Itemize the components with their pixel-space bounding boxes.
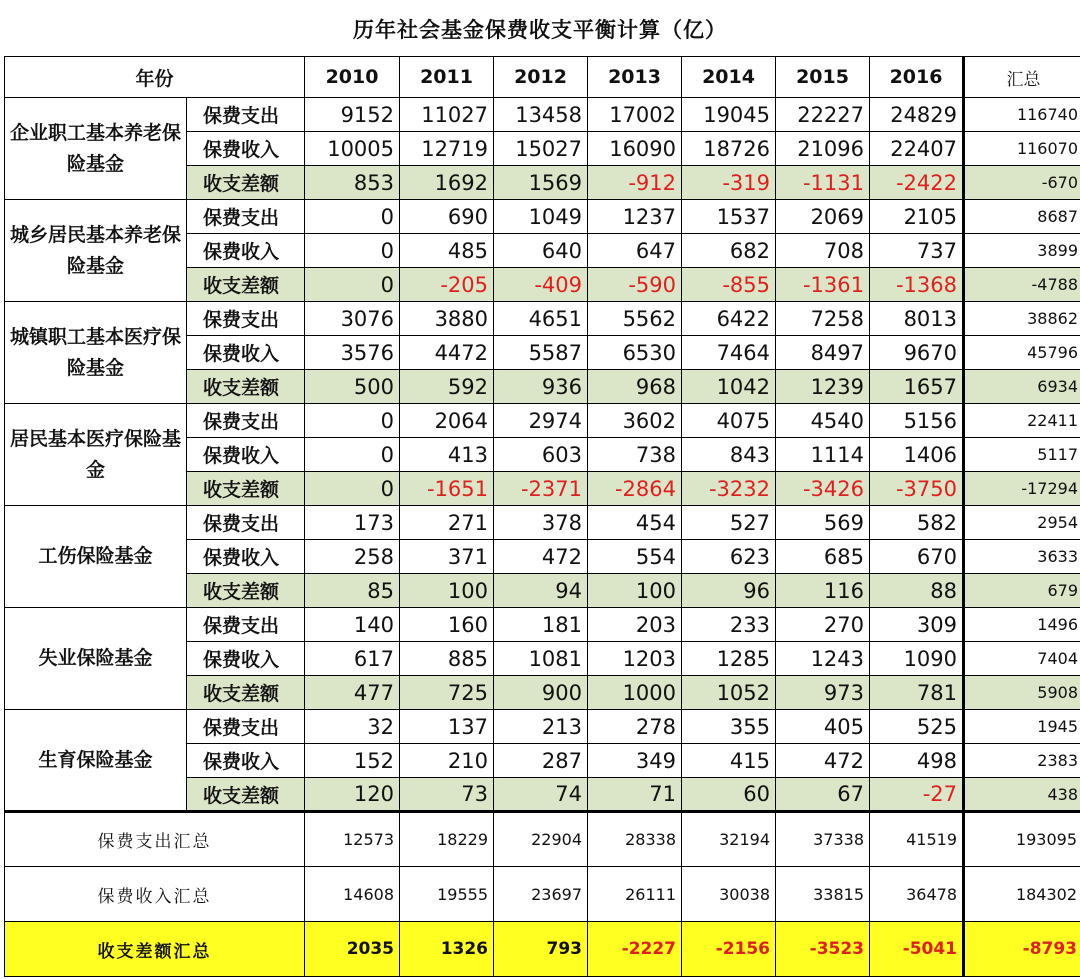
sum-header: 汇总 [964,57,1080,98]
value-cell: 137 [400,710,494,744]
value-cell: -2422 [870,166,964,200]
value-cell: 203 [588,608,682,642]
value-cell: 3602 [588,404,682,438]
value-cell: 100 [400,574,494,608]
value-cell: 18726 [682,132,776,166]
value-cell: 1237 [588,200,682,234]
value-cell: 3880 [400,302,494,336]
year-header: 2016 [870,57,964,98]
value-cell: 12719 [400,132,494,166]
value-cell: 0 [305,268,400,302]
row-label: 收支差额 [187,574,305,608]
row-label: 保费收入 [187,132,305,166]
value-cell: 738 [588,438,682,472]
total-value: 28338 [588,812,682,867]
fund-row-expense [5,506,1080,540]
value-cell: -2864 [588,472,682,506]
sum-cell: 116740 [964,98,1080,132]
value-cell: 1052 [682,676,776,710]
value-cell: 936 [494,370,588,404]
value-cell: 1569 [494,166,588,200]
total-label: 保费支出汇总 [5,812,305,867]
value-cell: 500 [305,370,400,404]
sum-cell: -4788 [964,268,1080,302]
total-value: 22904 [494,812,588,867]
row-label: 收支差额 [187,778,305,812]
value-cell: 2069 [776,200,870,234]
value-cell: -2371 [494,472,588,506]
value-cell: 1000 [588,676,682,710]
value-cell: 1243 [776,642,870,676]
row-label: 保费收入 [187,438,305,472]
value-cell: 1285 [682,642,776,676]
sum-cell: 8687 [964,200,1080,234]
total-value: 2035 [305,922,400,977]
row-label: 保费支出 [187,608,305,642]
sum-cell: 45796 [964,336,1080,370]
sum-cell: 3899 [964,234,1080,268]
value-cell: 67 [776,778,870,812]
value-cell: 15027 [494,132,588,166]
value-cell: 258 [305,540,400,574]
value-cell: 415 [682,744,776,778]
value-cell: 603 [494,438,588,472]
year-header: 2012 [494,57,588,98]
sum-cell: 1496 [964,608,1080,642]
value-cell: 1114 [776,438,870,472]
value-cell: -409 [494,268,588,302]
value-cell: 74 [494,778,588,812]
value-cell: 670 [870,540,964,574]
total-value: 36478 [870,867,964,922]
value-cell: 6422 [682,302,776,336]
value-cell: 371 [400,540,494,574]
sum-cell: 5908 [964,676,1080,710]
value-cell: -27 [870,778,964,812]
row-label: 收支差额 [187,268,305,302]
value-cell: 19045 [682,98,776,132]
year-header: 2010 [305,57,400,98]
total-value: 37338 [776,812,870,867]
fund-row-expense [5,200,1080,234]
value-cell: 554 [588,540,682,574]
value-cell: 287 [494,744,588,778]
value-cell: 73 [400,778,494,812]
value-cell: 685 [776,540,870,574]
value-cell: -1361 [776,268,870,302]
value-cell: 1049 [494,200,588,234]
row-label: 保费收入 [187,336,305,370]
value-cell: -1131 [776,166,870,200]
value-cell: 10005 [305,132,400,166]
total-value: 23697 [494,867,588,922]
total-value: 19555 [400,867,494,922]
row-label: 收支差额 [187,472,305,506]
value-cell: 4472 [400,336,494,370]
total-value: 793 [494,922,588,977]
value-cell: 88 [870,574,964,608]
total-value: -3523 [776,922,870,977]
value-cell: 378 [494,506,588,540]
sum-cell: 679 [964,574,1080,608]
value-cell: 725 [400,676,494,710]
value-cell: -1368 [870,268,964,302]
row-label: 保费收入 [187,234,305,268]
value-cell: 682 [682,234,776,268]
sum-cell: 116070 [964,132,1080,166]
total-sum: 193095 [964,812,1080,867]
row-label: 收支差额 [187,370,305,404]
value-cell: 900 [494,676,588,710]
value-cell: 617 [305,642,400,676]
value-cell: 4651 [494,302,588,336]
total-row [5,867,1080,922]
value-cell: 120 [305,778,400,812]
value-cell: 355 [682,710,776,744]
value-cell: -855 [682,268,776,302]
value-cell: 181 [494,608,588,642]
value-cell: 582 [870,506,964,540]
value-cell: 472 [776,744,870,778]
value-cell: 3576 [305,336,400,370]
value-cell: -319 [682,166,776,200]
row-label: 收支差额 [187,166,305,200]
total-value: 33815 [776,867,870,922]
year-header: 2013 [588,57,682,98]
value-cell: 8013 [870,302,964,336]
value-cell: -912 [588,166,682,200]
row-label: 保费支出 [187,98,305,132]
row-label: 保费支出 [187,404,305,438]
total-row [5,812,1080,867]
fund-name: 企业职工基本养老保险基金 [5,98,187,200]
sum-cell: 5117 [964,438,1080,472]
year-header: 2014 [682,57,776,98]
row-label: 保费支出 [187,710,305,744]
row-label: 保费支出 [187,200,305,234]
value-cell: 5587 [494,336,588,370]
value-cell: 9670 [870,336,964,370]
fund-row-expense [5,404,1080,438]
value-cell: 94 [494,574,588,608]
value-cell: 525 [870,710,964,744]
total-value: 1326 [400,922,494,977]
value-cell: 1657 [870,370,964,404]
value-cell: 0 [305,404,400,438]
value-cell: 271 [400,506,494,540]
value-cell: 1081 [494,642,588,676]
fund-balance-table [4,56,1080,977]
value-cell: 1090 [870,642,964,676]
value-cell: 647 [588,234,682,268]
value-cell: 485 [400,234,494,268]
value-cell: -1651 [400,472,494,506]
value-cell: 16090 [588,132,682,166]
fund-name: 城镇职工基本医疗保险基金 [5,302,187,404]
total-label: 收支差额汇总 [5,922,305,977]
fund-row-expense [5,98,1080,132]
value-cell: 278 [588,710,682,744]
value-cell: 85 [305,574,400,608]
value-cell: 7258 [776,302,870,336]
row-label: 保费支出 [187,506,305,540]
total-value: 18229 [400,812,494,867]
value-cell: 22227 [776,98,870,132]
value-cell: 0 [305,438,400,472]
row-label: 保费收入 [187,540,305,574]
value-cell: 4540 [776,404,870,438]
total-label: 保费收入汇总 [5,867,305,922]
sum-cell: -670 [964,166,1080,200]
value-cell: 708 [776,234,870,268]
value-cell: 454 [588,506,682,540]
year-header: 2011 [400,57,494,98]
value-cell: -590 [588,268,682,302]
value-cell: 213 [494,710,588,744]
sum-cell: 438 [964,778,1080,812]
sum-cell: -17294 [964,472,1080,506]
value-cell: 0 [305,200,400,234]
value-cell: 4075 [682,404,776,438]
sum-cell: 2383 [964,744,1080,778]
sum-cell: 38862 [964,302,1080,336]
value-cell: 843 [682,438,776,472]
fund-row-expense [5,608,1080,642]
row-label: 保费收入 [187,744,305,778]
value-cell: -205 [400,268,494,302]
value-cell: 173 [305,506,400,540]
fund-name: 失业保险基金 [5,608,187,710]
value-cell: -3750 [870,472,964,506]
sum-cell: 6934 [964,370,1080,404]
value-cell: 413 [400,438,494,472]
fund-name: 居民基本医疗保险基金 [5,404,187,506]
fund-name: 工伤保险基金 [5,506,187,608]
value-cell: 309 [870,608,964,642]
value-cell: 160 [400,608,494,642]
total-value: -2227 [588,922,682,977]
value-cell: 32 [305,710,400,744]
value-cell: 6530 [588,336,682,370]
value-cell: 498 [870,744,964,778]
value-cell: 968 [588,370,682,404]
value-cell: 477 [305,676,400,710]
value-cell: 233 [682,608,776,642]
fund-name: 生育保险基金 [5,710,187,812]
header-row [5,57,1080,98]
value-cell: 71 [588,778,682,812]
value-cell: 5562 [588,302,682,336]
sum-cell: 1945 [964,710,1080,744]
value-cell: -3232 [682,472,776,506]
year-label: 年份 [5,57,305,98]
value-cell: 1406 [870,438,964,472]
sum-cell: 3633 [964,540,1080,574]
row-label: 收支差额 [187,676,305,710]
total-row [5,922,1080,977]
value-cell: 13458 [494,98,588,132]
value-cell: 569 [776,506,870,540]
value-cell: 96 [682,574,776,608]
sum-cell: 2954 [964,506,1080,540]
value-cell: 2064 [400,404,494,438]
fund-row-expense [5,710,1080,744]
row-label: 保费支出 [187,302,305,336]
value-cell: 3076 [305,302,400,336]
value-cell: -3426 [776,472,870,506]
value-cell: 11027 [400,98,494,132]
value-cell: 472 [494,540,588,574]
value-cell: 690 [400,200,494,234]
value-cell: 152 [305,744,400,778]
value-cell: 853 [305,166,400,200]
value-cell: 116 [776,574,870,608]
value-cell: 22407 [870,132,964,166]
table-title: 历年社会基金保费收支平衡计算（亿） [353,18,727,42]
year-header: 2015 [776,57,870,98]
row-label: 保费收入 [187,642,305,676]
value-cell: 140 [305,608,400,642]
total-value: 30038 [682,867,776,922]
value-cell: 623 [682,540,776,574]
value-cell: 349 [588,744,682,778]
value-cell: 1239 [776,370,870,404]
value-cell: 885 [400,642,494,676]
value-cell: 7464 [682,336,776,370]
value-cell: 781 [870,676,964,710]
total-value: -5041 [870,922,964,977]
value-cell: 640 [494,234,588,268]
value-cell: 270 [776,608,870,642]
value-cell: 0 [305,472,400,506]
total-value: 26111 [588,867,682,922]
value-cell: 1203 [588,642,682,676]
value-cell: 60 [682,778,776,812]
value-cell: 1692 [400,166,494,200]
value-cell: 1042 [682,370,776,404]
value-cell: 527 [682,506,776,540]
value-cell: 592 [400,370,494,404]
total-value: 41519 [870,812,964,867]
value-cell: 405 [776,710,870,744]
value-cell: 0 [305,234,400,268]
value-cell: 21096 [776,132,870,166]
total-sum: 184302 [964,867,1080,922]
total-value: -2156 [682,922,776,977]
value-cell: 5156 [870,404,964,438]
value-cell: 24829 [870,98,964,132]
value-cell: 210 [400,744,494,778]
fund-name: 城乡居民基本养老保险基金 [5,200,187,302]
sum-cell: 7404 [964,642,1080,676]
value-cell: 737 [870,234,964,268]
value-cell: 1537 [682,200,776,234]
value-cell: 2974 [494,404,588,438]
sum-cell: 22411 [964,404,1080,438]
value-cell: 8497 [776,336,870,370]
fund-row-expense [5,302,1080,336]
value-cell: 973 [776,676,870,710]
value-cell: 17002 [588,98,682,132]
value-cell: 100 [588,574,682,608]
total-sum: -8793 [964,922,1080,977]
value-cell: 9152 [305,98,400,132]
value-cell: 2105 [870,200,964,234]
total-value: 32194 [682,812,776,867]
total-value: 12573 [305,812,400,867]
total-value: 14608 [305,867,400,922]
